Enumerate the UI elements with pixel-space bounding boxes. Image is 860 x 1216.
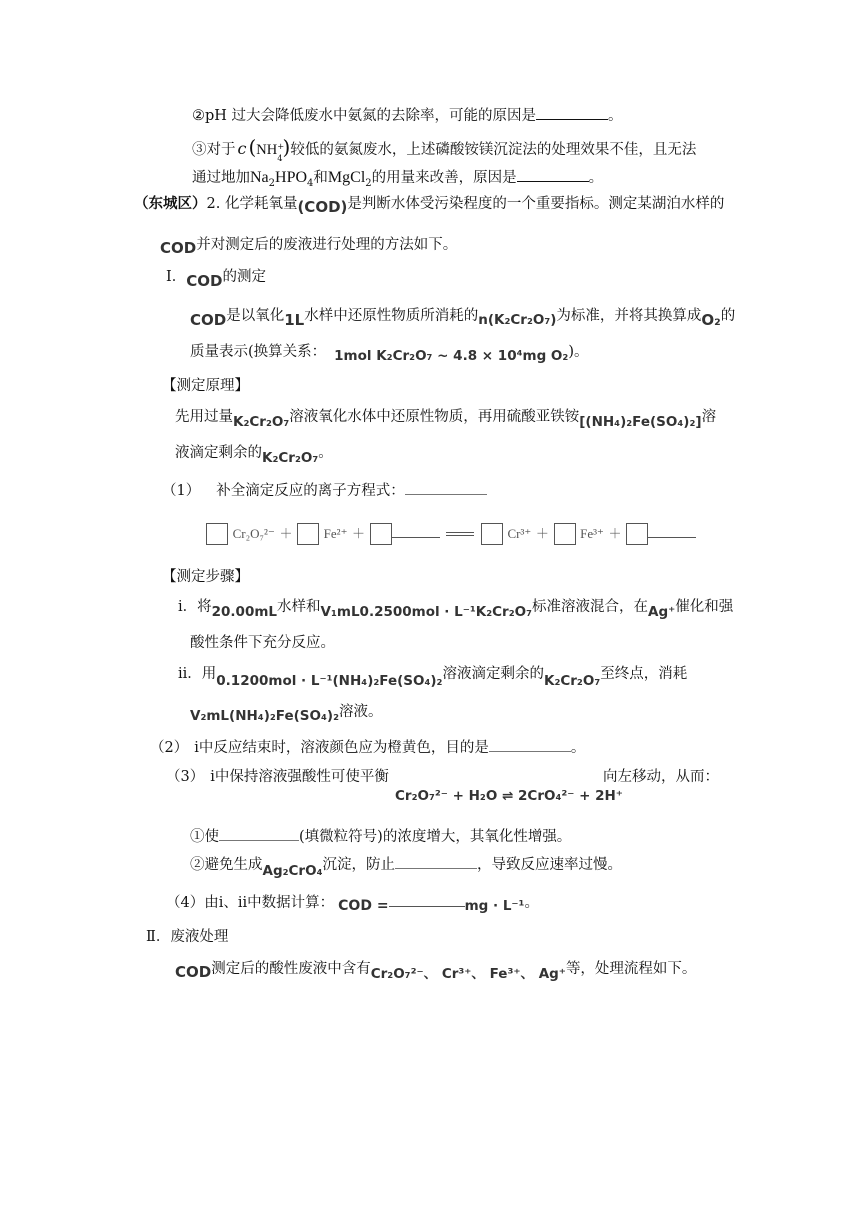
text: 并对测定后的废液进行处理的方法如下。 <box>196 237 458 253</box>
text: 溶液氧化水体中还原性物质，再用硫酸亚铁铵 <box>289 409 580 425</box>
line-q3-item: ③对于 c (NH + $_4$)较低的氨氮废水，上述磷酸铵镁沉淀法的处理效果不佳，且无法 <box>192 135 697 163</box>
text: (填微粒符号)的浓度增大，其氧化性增强。 <box>299 829 572 845</box>
formula: MgCl <box>327 169 366 186</box>
answer-blank <box>405 480 487 495</box>
formula: Na <box>250 169 269 186</box>
section-number: Ⅰ． <box>166 269 187 285</box>
question-number: （4） <box>166 895 205 911</box>
text: 将 <box>197 599 212 615</box>
text: 先用过量 <box>175 409 233 425</box>
answer-blank <box>489 737 571 752</box>
equilibrium-equation <box>395 786 623 806</box>
formula: V₂mL(NH₄)₂Fe(SO₄)₂ <box>190 708 339 724</box>
text: 向左移动，从而： <box>603 769 719 785</box>
formula: COD <box>186 272 223 290</box>
text: 催化和强 <box>675 599 734 615</box>
coefficient-box[interactable] <box>626 523 648 545</box>
line-q3-cont: 通过地加$Na_2HPO_4$和MgCl$_2$的用量来改善，原因是 。 <box>192 169 604 189</box>
concentration-symbol: c <box>237 139 247 158</box>
heading: 【测定原理】 <box>162 378 249 394</box>
text: )。 <box>568 344 589 360</box>
unit: mg · L⁻¹ <box>464 898 525 914</box>
step-1 <box>178 597 734 620</box>
question-2-header-cont <box>160 234 457 255</box>
text: 液滴定剩余的 <box>175 445 262 461</box>
text: ③对于 <box>192 142 236 158</box>
formula: O₂ <box>701 311 721 329</box>
question-2 <box>150 737 585 758</box>
coefficient-box[interactable] <box>297 523 319 545</box>
punct: 。 <box>524 895 539 911</box>
formula: V₁mL0.2500mol · L⁻¹K₂Cr₂O₇ <box>320 604 533 620</box>
question-3-part-1 <box>190 826 571 847</box>
text: 溶液。 <box>339 704 383 720</box>
formula: [(NH₄)₂Fe(SO₄)₂] <box>579 414 702 430</box>
formula: COD <box>175 963 212 981</box>
question-3-tail <box>603 767 719 787</box>
formula: n(K₂Cr₂O₇) <box>478 312 557 328</box>
cr2o7-ion: Cr₂O₇²⁻ <box>232 526 275 541</box>
cr3-ion: Cr³⁺ <box>507 526 532 541</box>
text: 用 <box>201 666 217 682</box>
step-2-cont <box>190 702 383 722</box>
plus-sign: ＋ <box>352 526 366 541</box>
species-blank[interactable] <box>648 525 696 538</box>
question-4 <box>166 893 539 913</box>
text: 补全滴定反应的离子方程式： <box>216 483 405 499</box>
line-q2-item <box>192 105 623 126</box>
text: ，导致反应速率过慢。 <box>476 857 622 873</box>
text: 溶 <box>701 409 717 425</box>
text: 的 <box>720 308 736 324</box>
question-number: （3） <box>166 769 205 785</box>
section-2-title <box>146 927 228 947</box>
coefficient-box[interactable] <box>370 523 392 545</box>
text: 测定后的酸性废液中含有 <box>211 961 371 977</box>
formula: 0.1200mol · L⁻¹(NH₄)₂Fe(SO₄)₂ <box>216 673 443 689</box>
text: 通过地加 <box>192 170 250 186</box>
coefficient-box[interactable] <box>554 523 576 545</box>
formula: Ag⁺ <box>648 604 676 620</box>
text: 是判断水体受污染程度的一个重要指标。测定某湖泊水样的 <box>347 196 725 212</box>
text: 为标准，并将其换算成 <box>556 308 702 324</box>
text: ②避免生成 <box>190 857 263 873</box>
principle-heading <box>162 376 249 396</box>
punct: 。 <box>588 170 604 186</box>
plus-sign: ＋ <box>279 526 293 541</box>
text: 质量表示(换算关系： <box>190 344 327 360</box>
answer-blank <box>536 105 608 120</box>
text: 由ⅰ、ⅱ中数据计算： <box>204 895 335 911</box>
fe2-ion: Fe²⁺ <box>323 526 348 541</box>
answer-blank <box>219 826 299 841</box>
text: 水样和 <box>277 599 321 615</box>
formula: K₂Cr₂O₇ <box>262 450 319 466</box>
ionic-equation <box>206 522 696 546</box>
species-blank[interactable] <box>392 525 440 538</box>
question-number: （2） <box>150 740 189 756</box>
text: 的测定 <box>222 269 266 285</box>
cod-definition <box>190 305 736 329</box>
formula: Cr₂O₇²⁻ + H₂O ⇌ 2CrO₄²⁻ + 2H⁺ <box>395 788 623 804</box>
text: 和 <box>313 170 328 186</box>
text: 的用量来改善，原因是 <box>371 170 517 186</box>
equals-sign <box>446 532 474 536</box>
step-number: ⅰ． <box>178 599 198 615</box>
principle-text <box>175 407 717 430</box>
answer-blank <box>389 898 465 907</box>
formula: K₂Cr₂O₇ <box>233 414 290 430</box>
punct: 。 <box>570 740 586 756</box>
formula: Ag₂CrO₄ <box>262 863 323 879</box>
answer-blank <box>395 854 477 869</box>
formula: Cr₂O₇²⁻、 Cr³⁺、 Fe³⁺、 Ag⁺ <box>370 966 566 982</box>
coefficient-box[interactable] <box>481 523 503 545</box>
cod-definition-cont <box>190 342 589 362</box>
formula: K₂Cr₂O₇ <box>543 673 601 689</box>
question-number: （1） <box>162 483 201 499</box>
question-2-header <box>134 193 724 214</box>
formula: 20.00mL <box>211 604 278 620</box>
formula: 1L <box>284 311 305 329</box>
answer-blank <box>517 167 589 182</box>
heading: 【测定步骤】 <box>162 569 249 585</box>
question-1 <box>162 480 487 501</box>
section-number: Ⅱ． <box>146 929 171 945</box>
text: 沉淀，防止 <box>322 857 395 873</box>
question-3 <box>166 767 389 787</box>
formula: (COD) <box>297 198 348 216</box>
punct: 。 <box>608 108 623 124</box>
question-3-part-2 <box>190 854 622 879</box>
text: ⅰ中反应结束时，溶液颜色应为橙黄色，目的是 <box>194 740 489 756</box>
formula: COD = <box>338 898 389 914</box>
text: 废液处理 <box>170 929 229 945</box>
text: 2. 化学耗氧量 <box>206 196 298 212</box>
plus-sign: ＋ <box>535 526 549 541</box>
formula: COD <box>160 239 197 257</box>
formula: HPO <box>275 169 308 186</box>
text: 水样中还原性物质所消耗的 <box>304 308 479 324</box>
section-1-title <box>166 266 266 290</box>
text: 酸性条件下充分反应。 <box>190 635 335 651</box>
formula: 1mol K₂Cr₂O₇ ~ 4.8 × 10⁴mg O₂ <box>334 348 569 364</box>
text: 等，处理流程如下。 <box>565 961 697 977</box>
text: ⅰ中保持溶液强酸性可使平衡 <box>210 769 389 785</box>
text: ②pH 过大会降低废水中氨氮的去除率，可能的原因是 <box>192 108 537 124</box>
text: 溶液滴定剩余的 <box>442 666 544 682</box>
text: 较低的氨氮废水，上述磷酸铵镁沉淀法的处理效果不佳，且无法 <box>290 142 697 158</box>
coefficient-box[interactable] <box>206 523 228 545</box>
plus-sign: ＋ <box>608 526 622 541</box>
steps-heading <box>162 567 249 587</box>
step-2 <box>178 664 688 689</box>
step-1-cont <box>190 633 335 653</box>
principle-text-cont <box>175 443 333 466</box>
step-number: ⅱ． <box>178 666 202 682</box>
ammonium-formula: NH <box>256 142 278 158</box>
text: 标准溶液混合，在 <box>532 599 649 615</box>
text: 是以氧化 <box>226 308 285 324</box>
text: ①使 <box>190 829 219 845</box>
text: 至终点，消耗 <box>600 666 688 682</box>
text: 。 <box>318 445 333 461</box>
region-label: （东城区） <box>134 195 207 212</box>
fe3-ion: Fe³⁺ <box>580 526 604 541</box>
formula: COD <box>190 311 227 329</box>
waste-treatment-text <box>175 958 697 982</box>
